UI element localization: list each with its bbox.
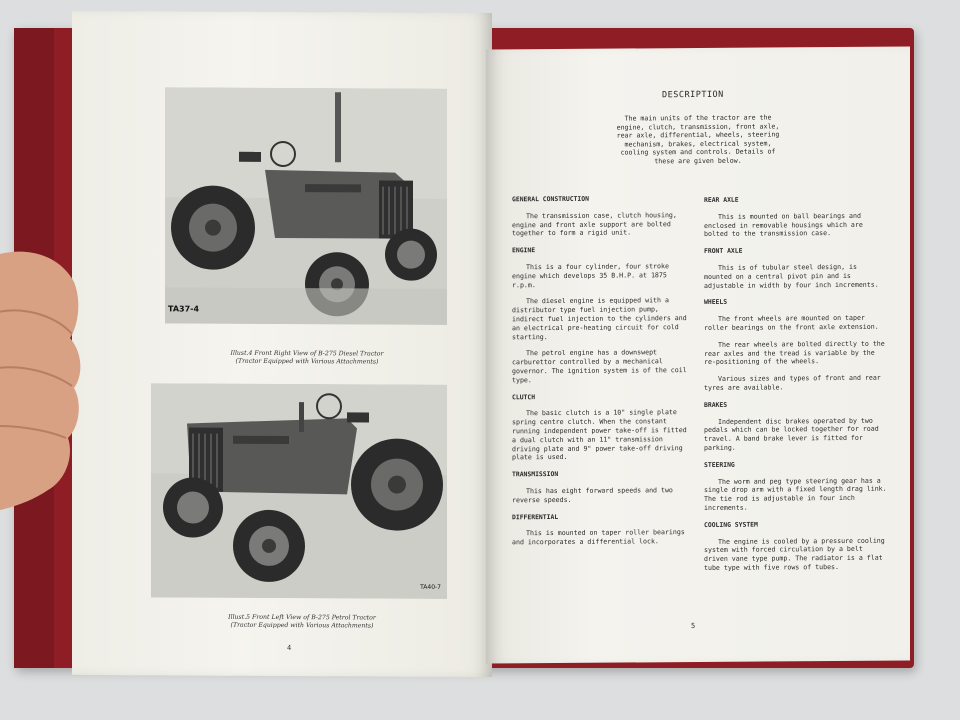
section-heading: TRANSMISSION bbox=[512, 470, 559, 479]
section-paragraph: The engine is cooled by a pressure cooling system with forced circulation by a belt driven vane type pump. The radiator is a flat tube type with five rows of tubes. bbox=[704, 536, 885, 572]
section-heading: CLUTCH bbox=[512, 392, 536, 401]
section bbox=[704, 297, 888, 393]
page-number: 5 bbox=[691, 622, 696, 631]
tractor-photo-front-left bbox=[151, 383, 447, 599]
section-paragraph: This is mounted on taper roller bearings and incorporates a differential lock. bbox=[512, 528, 685, 547]
section-paragraph: This is a four cylinder, four stroke engine which develops 35 B.H.P. at 1875 r.p.m. bbox=[512, 262, 669, 289]
section bbox=[704, 246, 888, 290]
tractor-illustration bbox=[151, 383, 447, 599]
figure-caption bbox=[172, 349, 442, 366]
figure-tag: TA40-7 bbox=[420, 583, 441, 591]
figure-tag: TA37-4 bbox=[168, 304, 200, 314]
caption-line: Illust.5 Front Left View of B-275 Petrol Tractor bbox=[228, 613, 376, 622]
section-heading: COOLING SYSTEM bbox=[704, 520, 758, 529]
section bbox=[704, 459, 888, 512]
hand-holding-book bbox=[0, 242, 88, 542]
figure-caption bbox=[162, 613, 442, 630]
section-paragraph: The rear wheels are bolted directly to the rear axles and the tread is variable by the re-positioning of the wheels. bbox=[704, 339, 885, 367]
caption-line: Illust.4 Front Right View of B-275 Diesel Tractor bbox=[230, 349, 384, 358]
caption-line: (Tractor Equipped with Various Attachments) bbox=[230, 621, 374, 630]
section bbox=[704, 195, 888, 239]
section-heading: GENERAL CONSTRUCTION bbox=[512, 194, 589, 204]
section-paragraph: This is of tubular steel design, is mounted on a central pivot pin and is adjustable in width by four inch increments. bbox=[704, 262, 879, 290]
section-paragraph: The transmission case, clutch housing, engine and front axle support are bolted together to form a rigid unit. bbox=[512, 210, 677, 238]
section bbox=[512, 245, 692, 385]
section-paragraph: The front wheels are mounted on taper roller bearings on the front axle extension. bbox=[704, 314, 879, 332]
intro-paragraph: The main units of the tractor are the engine, clutch, transmission, front axle, rear axle, differential, wheels, steering mechanism, brakes, electrical system, cooling system and controls. Details of these are given below. bbox=[616, 113, 780, 166]
section-heading: REAR AXLE bbox=[704, 195, 739, 204]
section bbox=[512, 392, 692, 463]
section-heading: STEERING bbox=[704, 460, 735, 469]
section-heading: BRAKES bbox=[704, 400, 728, 409]
section bbox=[512, 194, 692, 238]
section-heading: DIFFERENTIAL bbox=[512, 512, 559, 521]
right-text-column bbox=[704, 195, 888, 581]
section bbox=[512, 469, 692, 505]
section bbox=[512, 512, 692, 548]
section-paragraph: Independent disc brakes operated by two pedals which can be locked together for road travel. A band brake lever is fitted for parking. bbox=[704, 416, 879, 452]
section-paragraph: This has eight forward speeds and two reverse speeds. bbox=[512, 486, 673, 505]
section-paragraph: The basic clutch is a 10" single plate spring centre clutch. When the constant running independent power take-off is fitted a dual clutch with an 11" transmission driving plate and 9" power take-off driving plate is used. bbox=[512, 408, 687, 462]
tractor-photo-front-right bbox=[165, 87, 447, 324]
caption-line: (Tractor Equipped with Various Attachments) bbox=[235, 357, 379, 366]
section-heading: ENGINE bbox=[512, 246, 536, 255]
tractor-illustration bbox=[165, 87, 447, 324]
section-heading: FRONT AXLE bbox=[704, 246, 743, 256]
section-paragraph: Various sizes and types of front and rear tyres are available. bbox=[704, 373, 881, 392]
left-text-column bbox=[512, 194, 692, 555]
section-heading: WHEELS bbox=[704, 298, 728, 307]
section bbox=[704, 399, 888, 452]
section-paragraph: This is mounted on ball bearings and enclosed in removable housings which are bolted to the transmission case. bbox=[704, 211, 863, 239]
page-number: 4 bbox=[287, 644, 292, 653]
left-page bbox=[72, 11, 492, 677]
section-paragraph: The petrol engine has a downswept carburettor controlled by a mechanical governor. The ignition system is of the coil type. bbox=[512, 348, 687, 385]
section-paragraph: The diesel engine is equipped with a distributor type fuel injection pump, indirect fuel injection to the cylinders and an electrical pre-heating circuit for cold starting. bbox=[512, 296, 687, 341]
section bbox=[704, 519, 888, 572]
page-title: DESCRIPTION bbox=[662, 89, 724, 101]
right-page bbox=[486, 47, 910, 664]
section-paragraph: The worm and peg type steering gear has a single drop arm with a fixed length drag link. The tie rod is adjustable in four inch increments. bbox=[704, 476, 887, 512]
